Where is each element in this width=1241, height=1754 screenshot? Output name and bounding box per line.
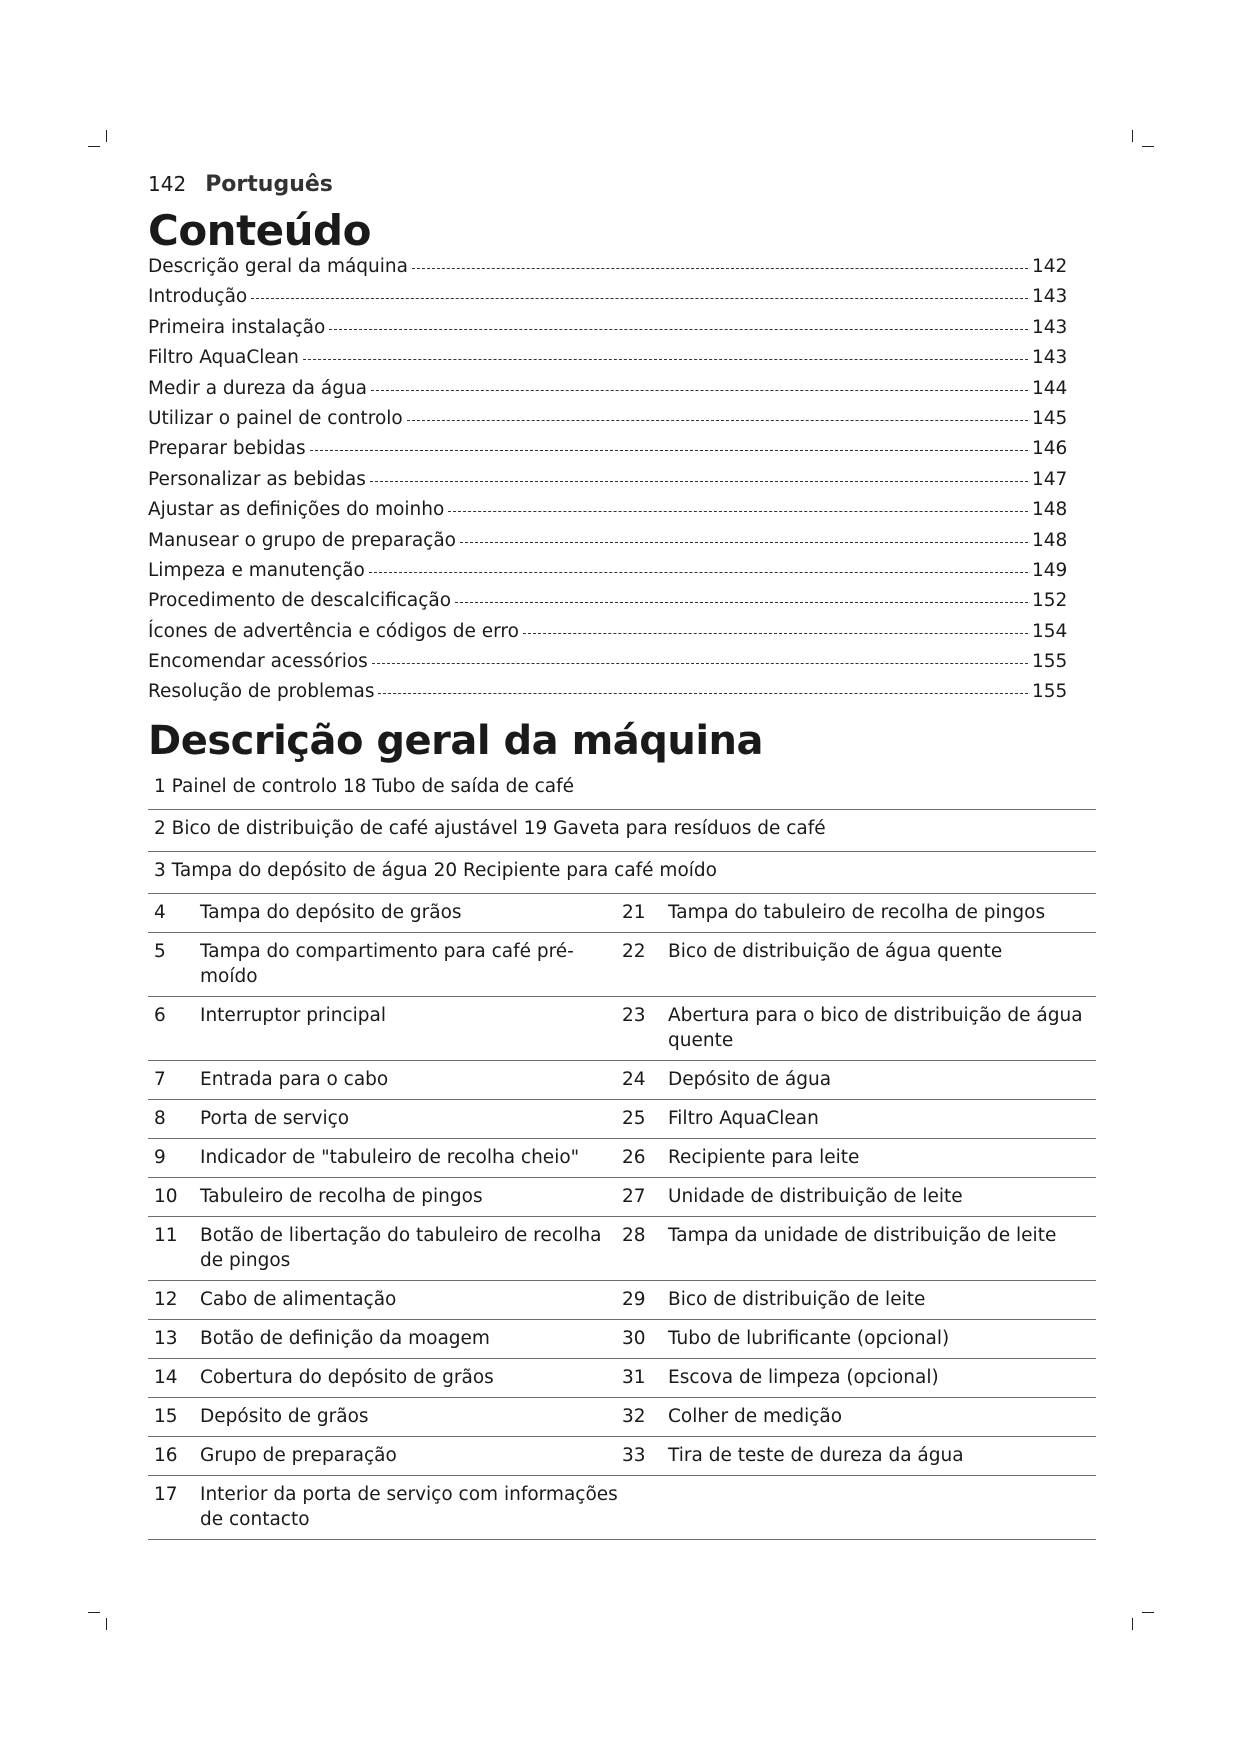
item-number: 16 — [154, 1445, 178, 1466]
table-row — [148, 1178, 1096, 1217]
item-label: Recipiente para leite — [668, 1147, 860, 1168]
item-number: 32 — [622, 1406, 646, 1427]
item-number: 25 — [622, 1108, 646, 1129]
right-item — [622, 1223, 1090, 1273]
toc-entry-page: 143 — [1032, 286, 1068, 308]
toc-entry-page: 155 — [1032, 681, 1068, 703]
table-row-text: 2 Bico de distribuição de café ajustável 19 Gaveta para resíduos de café — [154, 818, 826, 839]
toc-entry-page: 146 — [1032, 438, 1068, 460]
item-label: Tampa do compartimento para café pré-moído — [200, 941, 574, 987]
item-number: 31 — [622, 1367, 646, 1388]
item-number: 17 — [154, 1484, 178, 1505]
toc-leader — [448, 511, 1028, 512]
toc-leader — [371, 390, 1028, 391]
toc-entry-label: Introdução — [148, 286, 248, 308]
crop-mark — [106, 130, 107, 142]
toc-leader — [523, 633, 1028, 634]
toc-entry-page: 143 — [1032, 316, 1068, 338]
item-label: Depósito de água — [668, 1069, 832, 1090]
right-item — [622, 1003, 1090, 1053]
item-label: Entrada para o cabo — [200, 1069, 389, 1090]
toc-entry-label: Utilizar o painel de controlo — [148, 407, 403, 429]
right-item — [622, 1326, 1090, 1351]
toc-entry[interactable] — [148, 560, 1068, 590]
machine-overview-table — [148, 768, 1096, 1540]
right-item — [622, 1184, 1090, 1209]
item-label: Botão de libertação do tabuleiro de recolha de pingos — [200, 1225, 602, 1271]
item-label: Interior da porta de serviço com informações de contacto — [200, 1484, 618, 1530]
table-row — [148, 852, 1096, 894]
toc-leader — [372, 663, 1028, 664]
crop-mark — [88, 1612, 100, 1613]
table-row — [148, 1359, 1096, 1398]
toc-entry-page: 155 — [1032, 651, 1068, 673]
left-item — [154, 1443, 622, 1468]
toc-entry-label: Manusear o grupo de preparação — [148, 529, 456, 551]
language-label: Português — [205, 172, 333, 197]
right-item — [622, 1145, 1090, 1170]
item-label: Colher de medição — [668, 1406, 843, 1427]
item-label: Tira de teste de dureza da água — [668, 1445, 964, 1466]
item-number: 8 — [154, 1108, 166, 1129]
item-label: Tampa do tabuleiro de recolha de pingos — [668, 902, 1046, 923]
item-number: 30 — [622, 1328, 646, 1349]
item-label: Bico de distribuição de leite — [668, 1289, 926, 1310]
table-row — [148, 894, 1096, 933]
left-item — [154, 900, 622, 925]
item-label: Interruptor principal — [200, 1005, 386, 1026]
toc-entry[interactable] — [148, 499, 1068, 529]
item-number: 15 — [154, 1406, 178, 1427]
toc-entry-page: 144 — [1032, 377, 1068, 399]
toc-leader — [329, 329, 1028, 330]
item-number: 29 — [622, 1289, 646, 1310]
item-label: Tabuleiro de recolha de pingos — [200, 1186, 483, 1207]
right-item — [622, 1365, 1090, 1390]
item-number: 14 — [154, 1367, 178, 1388]
item-number — [622, 1482, 668, 1532]
item-number: 24 — [622, 1069, 646, 1090]
toc-entry[interactable] — [148, 347, 1068, 377]
toc-entry-page: 148 — [1032, 529, 1068, 551]
toc-entry[interactable] — [148, 408, 1068, 438]
right-item — [622, 939, 1090, 989]
left-item — [154, 1326, 622, 1351]
item-label: Grupo de preparação — [200, 1445, 397, 1466]
right-item — [622, 1287, 1090, 1312]
right-item — [622, 1443, 1090, 1468]
left-item — [154, 1106, 622, 1131]
item-number: 5 — [154, 941, 166, 962]
toc-entry[interactable] — [148, 378, 1068, 408]
toc-entry-page: 147 — [1032, 468, 1068, 490]
left-item — [154, 1223, 622, 1273]
toc-entry[interactable] — [148, 621, 1068, 651]
table-row — [148, 1217, 1096, 1281]
toc-entry[interactable] — [148, 256, 1068, 286]
table-row-text: 3 Tampa do depósito de água 20 Recipiente para café moído — [154, 860, 717, 881]
toc-entry-page: 145 — [1032, 407, 1068, 429]
item-number: 12 — [154, 1289, 178, 1310]
toc-leader — [310, 450, 1028, 451]
right-item — [622, 1404, 1090, 1429]
toc-entry-page: 152 — [1032, 590, 1068, 612]
crop-mark — [1142, 146, 1154, 147]
item-number: 11 — [154, 1225, 178, 1246]
item-label: Porta de serviço — [200, 1108, 350, 1129]
toc-entry-page: 142 — [1032, 256, 1068, 277]
toc-entry-label: Primeira instalação — [148, 316, 326, 338]
left-item — [154, 1003, 622, 1053]
toc-leader — [455, 602, 1028, 603]
item-number: 33 — [622, 1445, 646, 1466]
toc-entry-page: 148 — [1032, 499, 1068, 521]
item-number: 10 — [154, 1186, 178, 1207]
toc-entry-label: Procedimento de descalcificação — [148, 590, 452, 612]
left-item — [154, 1404, 622, 1429]
item-number: 22 — [622, 941, 646, 962]
left-item — [154, 1067, 622, 1092]
table-row — [148, 1281, 1096, 1320]
right-item — [622, 1067, 1090, 1092]
toc-title: Conteúdo — [148, 206, 371, 255]
table-row — [148, 933, 1096, 997]
toc-entry-page: 143 — [1032, 347, 1068, 369]
toc-leader — [369, 572, 1028, 573]
left-item — [154, 1482, 622, 1532]
toc-entry-label: Limpeza e manutenção — [148, 559, 365, 581]
table-row — [148, 1398, 1096, 1437]
item-number: 23 — [622, 1005, 646, 1026]
right-item — [622, 900, 1090, 925]
item-number: 7 — [154, 1069, 166, 1090]
crop-mark — [1142, 1612, 1154, 1613]
toc-entry-label: Preparar bebidas — [148, 438, 306, 460]
toc-leader — [460, 542, 1028, 543]
item-number: 9 — [154, 1147, 166, 1168]
crop-mark — [106, 1618, 107, 1630]
toc-entry[interactable] — [148, 590, 1068, 620]
item-number: 6 — [154, 1005, 166, 1026]
table-row — [148, 1476, 1096, 1540]
right-item — [622, 1106, 1090, 1131]
toc-leader — [251, 298, 1028, 299]
table-row — [148, 1437, 1096, 1476]
item-label: Tampa do depósito de grãos — [200, 902, 462, 923]
left-item — [154, 939, 622, 989]
toc-entry[interactable] — [148, 469, 1068, 499]
crop-mark — [1132, 130, 1133, 142]
toc-entry-label: Descrição geral da máquina — [148, 256, 408, 277]
item-label: Unidade de distribuição de leite — [668, 1186, 963, 1207]
item-label: Cabo de alimentação — [200, 1289, 397, 1310]
toc-entry-page: 154 — [1032, 620, 1068, 642]
left-item — [154, 1184, 622, 1209]
item-label: Cobertura do depósito de grãos — [200, 1367, 494, 1388]
toc-entry[interactable] — [148, 681, 1068, 711]
item-label: Escova de limpeza (opcional) — [668, 1367, 939, 1388]
item-number: 28 — [622, 1225, 646, 1246]
toc-entry-label: Filtro AquaClean — [148, 347, 299, 369]
table-row — [148, 1320, 1096, 1359]
left-item — [154, 1287, 622, 1312]
item-label: Abertura para o bico de distribuição de água quente — [668, 1005, 1083, 1051]
item-label: Indicador de "tabuleiro de recolha cheio" — [200, 1147, 580, 1168]
toc-entry-label: Ícones de advertência e códigos de erro — [148, 620, 519, 642]
table-row — [148, 810, 1096, 852]
crop-mark — [1132, 1618, 1133, 1630]
item-label: Tampa da unidade de distribuição de leite — [668, 1225, 1057, 1246]
toc-leader — [303, 359, 1028, 360]
toc-entry[interactable] — [148, 317, 1068, 347]
item-number: 21 — [622, 902, 646, 923]
table-of-contents — [148, 256, 1068, 712]
item-label: Depósito de grãos — [200, 1406, 369, 1427]
toc-entry-label: Ajustar as definições do moinho — [148, 499, 445, 521]
item-number: 13 — [154, 1328, 178, 1349]
toc-entry[interactable] — [148, 438, 1068, 468]
left-item — [154, 1145, 622, 1170]
item-number: 27 — [622, 1186, 646, 1207]
toc-entry[interactable] — [148, 651, 1068, 681]
toc-leader — [412, 268, 1028, 269]
overview-title: Descrição geral da máquina — [148, 718, 764, 764]
table-row — [148, 1100, 1096, 1139]
item-label: Bico de distribuição de água quente — [668, 941, 1003, 962]
left-item — [154, 1365, 622, 1390]
toc-entry-label: Resolução de problemas — [148, 681, 375, 703]
table-row — [148, 997, 1096, 1061]
toc-entry-label: Encomendar acessórios — [148, 651, 368, 673]
toc-entry-label: Personalizar as bebidas — [148, 468, 366, 490]
toc-leader — [407, 420, 1028, 421]
toc-entry-label: Medir a dureza da água — [148, 377, 368, 399]
table-row — [148, 1061, 1096, 1100]
toc-entry[interactable] — [148, 286, 1068, 316]
right-item — [622, 1482, 1090, 1532]
item-label — [668, 1482, 1090, 1532]
toc-leader — [378, 693, 1028, 694]
table-row — [148, 1139, 1096, 1178]
page-number: 142 — [148, 172, 187, 196]
table-row — [148, 768, 1096, 810]
item-label: Botão de definição da moagem — [200, 1328, 490, 1349]
table-row-text: 1 Painel de controlo 18 Tubo de saída de café — [154, 776, 574, 797]
toc-entry-page: 149 — [1032, 559, 1068, 581]
item-number: 4 — [154, 902, 166, 923]
item-number: 26 — [622, 1147, 646, 1168]
crop-mark — [88, 146, 100, 147]
toc-leader — [370, 481, 1028, 482]
item-label: Tubo de lubrificante (opcional) — [668, 1328, 950, 1349]
item-label: Filtro AquaClean — [668, 1108, 819, 1129]
page-header — [148, 172, 333, 197]
toc-entry[interactable] — [148, 530, 1068, 560]
